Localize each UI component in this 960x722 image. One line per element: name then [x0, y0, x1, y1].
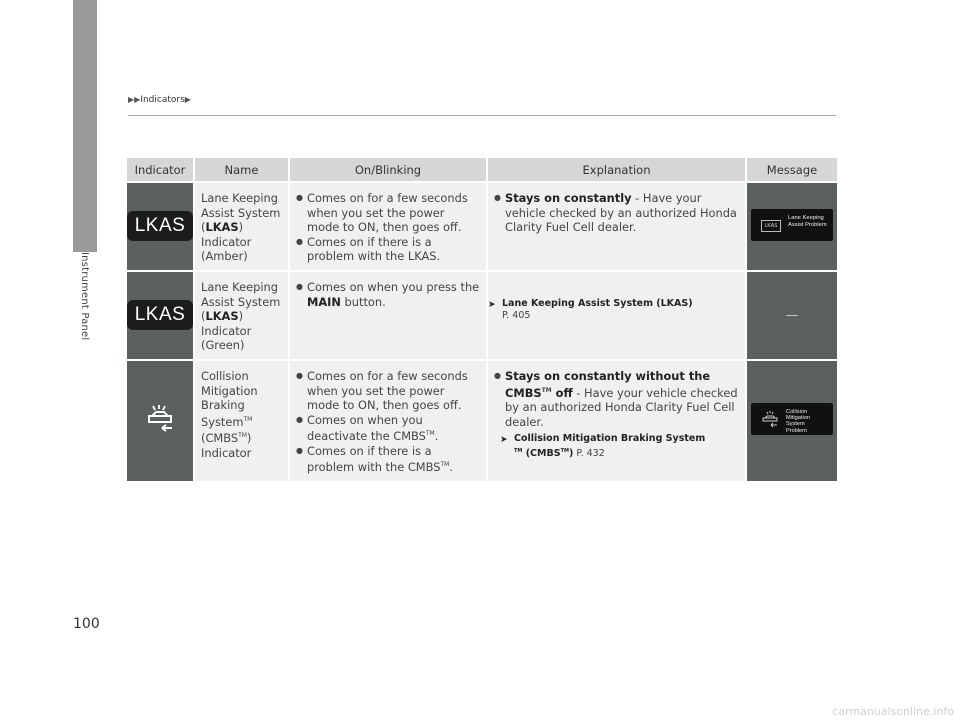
header-name: Name: [195, 158, 290, 181]
name-text: ) Indicator (Amber): [201, 220, 252, 264]
header-rule: [128, 115, 836, 116]
list-item: ● Comes on if there is a problem with the CMBS™.: [296, 444, 480, 475]
cmbs-indicator-icon: [143, 404, 177, 434]
list-item: [296, 280, 480, 309]
no-message-dash: —: [785, 307, 799, 323]
table-header-row: [127, 158, 837, 181]
table-row: [127, 272, 837, 359]
indicator-cell: [127, 361, 195, 481]
explanation-bold: off: [551, 385, 573, 400]
reference-title: Collision Mitigation Braking System: [514, 433, 706, 445]
message-line: System: [786, 421, 805, 428]
cross-reference-link[interactable]: [494, 433, 739, 460]
reference-page: P. 432: [573, 448, 605, 460]
trademark: TM: [541, 386, 552, 394]
message-cell: [747, 361, 837, 481]
side-tab: [73, 0, 97, 252]
name-line: (CMBS: [201, 430, 239, 445]
explanation-text: - Have your vehicle checked by an authorized Honda Clarity Fuel Cell dealer.: [505, 385, 738, 429]
on-blinking-cell: [290, 361, 488, 481]
reference-page: P. 405: [502, 309, 531, 321]
page-number: 100: [73, 616, 100, 632]
breadcrumb-arrow-icon: ▶: [184, 95, 191, 104]
trademark: TM: [440, 461, 450, 469]
table-row: [127, 361, 837, 481]
header-message: Message: [747, 158, 837, 181]
message-cell: [747, 183, 837, 270]
reference-title: ): [568, 448, 574, 460]
side-label: Instrument Panel: [79, 252, 90, 341]
trademark: TM: [514, 448, 523, 455]
header-explanation: Explanation: [488, 158, 747, 181]
reference-arrow-icon: ➤: [488, 299, 496, 310]
name-line: ): [246, 430, 252, 445]
name-line: System: [201, 414, 244, 429]
name-text: ) Indicator (Green): [201, 309, 252, 353]
name-text: Lane Keeping Assist System (: [201, 279, 281, 324]
name-cell: [195, 183, 290, 270]
message-line: Mitigation: [786, 415, 810, 422]
breadcrumb-section[interactable]: Indicators: [140, 95, 185, 105]
watermark: carmanualsonline.info: [832, 705, 954, 718]
message-line: Collision: [786, 409, 808, 416]
on-text: Comes on if there is a problem with the CMBS: [307, 443, 441, 475]
trademark: TM: [560, 448, 569, 455]
on-text: button.: [340, 294, 386, 309]
trademark: TM: [243, 415, 253, 423]
name-line: Indicator: [201, 445, 252, 460]
explanation-cell: [488, 272, 747, 359]
name-line: Collision: [201, 368, 249, 383]
message-text: [786, 409, 810, 434]
breadcrumb-arrow-icon: ▶▶: [128, 95, 141, 104]
message-line: Assist Problem: [788, 221, 827, 228]
trademark: TM: [238, 432, 247, 440]
explanation-cell: [488, 361, 747, 481]
on-blinking-cell: [290, 272, 488, 359]
cmbs-problem-message-screen: [751, 403, 833, 435]
message-line: Problem: [786, 427, 807, 434]
name-line: Braking: [201, 398, 245, 413]
name-cell: [195, 361, 290, 481]
indicator-cell: [127, 272, 195, 359]
name-text: Lane Keeping Assist System (: [201, 191, 281, 235]
lkas-mini-icon: LKAS: [761, 220, 781, 232]
cross-reference-link[interactable]: [488, 297, 739, 322]
name-line: Mitigation: [201, 383, 258, 398]
list-item: [494, 191, 739, 235]
cmbs-mini-icon: [761, 410, 779, 428]
on-blinking-cell: [290, 183, 488, 270]
name-bold: LKAS: [205, 309, 239, 324]
explanation-bold: Stays on constantly without the CMBS: [505, 368, 711, 400]
main-button-label: MAIN: [307, 294, 341, 309]
lkas-green-indicator-icon: LKAS: [127, 300, 193, 330]
name-bold: LKAS: [205, 220, 239, 235]
trademark: TM: [425, 430, 435, 438]
list-item: [494, 369, 739, 429]
on-text: Comes on when you deactivate the CMBS: [307, 412, 426, 444]
list-item: ● Comes on for a few seconds when you set the power mode to ON, then goes off.: [296, 191, 480, 235]
header-indicator: Indicator: [127, 158, 195, 181]
reference-arrow-icon: ➤: [500, 435, 508, 446]
list-item: ● Comes on when you deactivate the CMBS™.: [296, 413, 480, 444]
list-item: ● Comes on for a few seconds when you set the power mode to ON, then goes off.: [296, 369, 480, 413]
indicator-cell: [127, 183, 195, 270]
name-cell: [195, 272, 290, 359]
explanation-text: - Have your vehicle checked by an authorized Honda Clarity Fuel Cell dealer.: [505, 191, 737, 235]
indicator-table: [127, 156, 837, 483]
breadcrumb: [128, 95, 191, 105]
header-on-blinking: On/Blinking: [290, 158, 488, 181]
lkas-problem-message-screen: [751, 209, 833, 241]
table-row: [127, 183, 837, 270]
message-text: [788, 215, 827, 229]
list-item: ● Comes on if there is a problem with the LKAS.: [296, 235, 480, 264]
reference-title: (CMBS: [522, 448, 561, 460]
on-text: Comes on when you press the: [307, 279, 480, 294]
explanation-bold: Stays on constantly: [505, 191, 632, 205]
reference-title: Lane Keeping Assist System (LKAS): [502, 297, 693, 309]
message-line: Lane Keeping: [788, 214, 824, 221]
lkas-amber-indicator-icon: LKAS: [127, 211, 193, 241]
explanation-cell: [488, 183, 747, 270]
message-cell: [747, 272, 837, 359]
